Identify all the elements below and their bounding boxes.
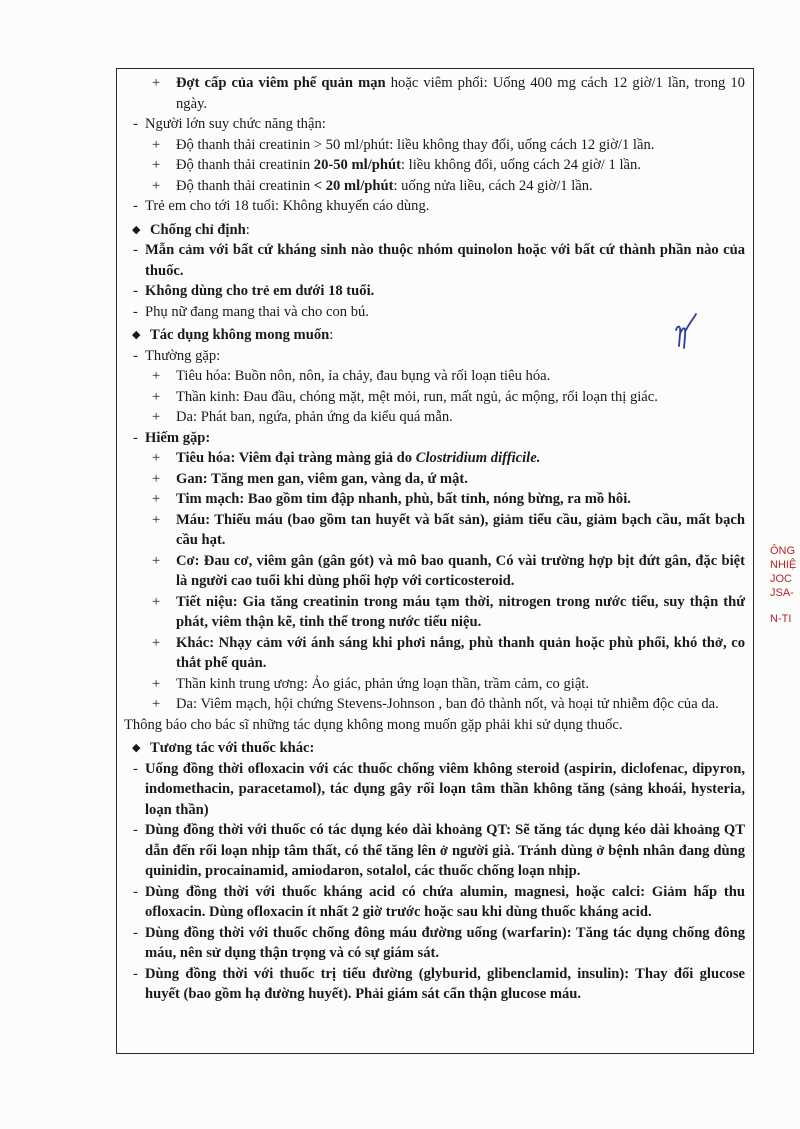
text-run: Độ thanh thải creatinin	[176, 177, 314, 194]
text-run: Tim mạch: Bao gồm tim đập nhanh, phù, bất tỉnh, nóng bừng, ra mồ hôi.	[176, 491, 631, 507]
list-marker: +	[152, 409, 161, 425]
text-run: hoặc viêm phổi: Uống 400 mg cách 12 giờ/1 lần, trong 10 ngày.	[176, 75, 745, 112]
text-run: Dùng đồng thời với thuốc trị tiểu đường (glyburid, glibenclamid, insulin): Thay đổi glucose huyết (bao gồm hạ đường huyết). Phải giám sát cẩn thận glucose máu.	[145, 965, 745, 1002]
red-stamp-fragment	[770, 520, 800, 840]
list-item	[124, 428, 745, 449]
list-item	[124, 964, 745, 1005]
stamp-text: NHIỆ	[770, 559, 797, 571]
text-run: Phụ nữ đang mang thai và cho con bú.	[145, 303, 369, 320]
list-marker: +	[152, 696, 161, 712]
note-line	[124, 715, 745, 736]
text-run: :	[245, 221, 250, 238]
text-run: Da: Viêm mạch, hội chứng Stevens-Johnson , ban đỏ thành nốt, và hoại tử nhiễm độc của da.	[176, 696, 719, 712]
list-item	[124, 407, 745, 428]
text-run: Trẻ em cho tới 18 tuổi: Không khuyến cáo dùng.	[145, 198, 430, 214]
list-item	[124, 923, 745, 964]
list-marker: -	[133, 822, 138, 838]
text-run: Dùng đồng thời với thuốc có tác dụng kéo dài khoảng QT: Sẽ tăng tác dụng kéo dài khoảng QT dẫn đến rối loạn nhịp tâm thất, có thể tăng lên ở người già. Tránh dùng ở bệnh nhân đang dùng quinidin, procainamid, amiodaron, sotalol, các thuốc chống loạn nhịp.	[145, 822, 745, 879]
text-run: Hiếm gặp:	[145, 429, 211, 446]
text-run: Da: Phát ban, ngứa, phản ứng da kiểu quá mẫn.	[176, 409, 453, 425]
list-marker: +	[152, 593, 161, 610]
document-page-box	[116, 68, 754, 1054]
text-run: Dùng đồng thời với thuốc chống đông máu đường uống (warfarin): Tăng tác dụng chống đông máu, nên sử dụng thận trọng và có sự giám sát.	[145, 924, 745, 961]
list-marker: +	[152, 75, 161, 91]
list-marker: +	[152, 450, 161, 466]
text-run: 20-50 ml/phút	[313, 157, 401, 173]
list-marker: -	[133, 283, 138, 299]
list-item	[124, 281, 745, 302]
list-item	[124, 694, 745, 715]
list-marker: +	[152, 157, 161, 173]
section-heading	[124, 325, 745, 346]
handwritten-initial-signature	[672, 312, 698, 352]
text-run: Tương tác với thuốc khác:	[150, 740, 315, 756]
list-item	[124, 366, 745, 387]
list-item	[124, 551, 745, 592]
list-marker: +	[152, 470, 161, 487]
list-marker: +	[152, 136, 161, 153]
stamp-text: ÔNG	[770, 545, 796, 557]
list-item	[124, 346, 745, 367]
list-item	[124, 469, 745, 490]
text-run: Người lớn suy chức năng thận:	[145, 116, 326, 132]
text-run: Không dùng cho trẻ em dưới 18 tuổi.	[145, 283, 375, 299]
diamond-bullet-icon: ◆	[132, 223, 141, 236]
list-item	[124, 592, 745, 633]
list-item	[124, 176, 745, 197]
diamond-bullet-icon: ◆	[132, 742, 141, 754]
list-item	[124, 135, 745, 156]
list-marker: +	[152, 552, 161, 569]
text-run: :	[329, 327, 334, 343]
list-marker: -	[133, 242, 138, 258]
text-run: Cơ: Đau cơ, viêm gân (gân gót) và mô bao quanh, Có vài trường hợp bịt đứt gân, đặc biệt là người cao tuổi khi dùng phối hợp với corticosteroid.	[176, 552, 745, 589]
text-run: Độ thanh thải creatinin > 50 ml/phút: liều không thay đổi, uống cách 12 giờ/1 lần.	[176, 136, 655, 153]
text-run: Thần kinh trung ương: Ảo giác, phản ứng loạn thần, trầm cảm, co giật.	[176, 675, 590, 692]
list-item	[124, 73, 745, 114]
stamp-text: N-TI	[770, 613, 792, 625]
list-item	[124, 759, 745, 821]
text-run: Tiết niệu: Gia tăng creatinin trong máu tạm thời, nitrogen trong nước tiểu, suy thận thứ phát, viêm thận kẽ, tinh thể trong nước tiểu niệu.	[176, 593, 745, 630]
text-run: Tiêu hóa: Buồn nôn, nôn, ỉa chảy, đau bụng và rối loạn tiêu hóa.	[176, 368, 551, 384]
list-marker: -	[133, 429, 138, 446]
list-item	[124, 448, 745, 469]
list-marker: -	[133, 924, 138, 941]
list-marker: +	[152, 634, 161, 651]
text-run: : uống nửa liều, cách 24 giờ/1 lần.	[393, 177, 593, 194]
text-run: : liều không đổi, uống cách 24 giờ/ 1 lần.	[400, 157, 641, 173]
list-marker: +	[152, 491, 161, 507]
text-run: Tác dụng không mong muốn	[150, 327, 330, 343]
stamp-text: JOC	[770, 573, 792, 585]
list-item	[124, 155, 745, 176]
text-run: Uống đồng thời ofloxacin với các thuốc chống viêm không steroid (aspirin, diclofenac, dipyron, indomethacin, paracetamol), tác dụng gây rối loạn tâm thần không tăng (sảng khoái, hysteria, loạn thần)	[145, 760, 745, 818]
text-run: Dùng đồng thời với thuốc kháng acid có chứa alumin, magnesi, hoặc calci: Giảm hấp thu ofloxacin. Dùng ofloxacin ít nhất 2 giờ trước hoặc sau khi dùng thuốc kháng acid.	[145, 883, 745, 920]
diamond-bullet-icon: ◆	[132, 329, 141, 341]
text-run: Độ thanh thải creatinin	[176, 157, 314, 173]
list-marker: -	[133, 116, 138, 132]
list-item	[124, 510, 745, 551]
list-marker: +	[152, 511, 161, 528]
text-run: Mẫn cảm với bất cứ kháng sinh nào thuộc nhóm quinolon hoặc với bất cứ thành phần nào của thuốc.	[145, 242, 745, 279]
list-item	[124, 302, 745, 323]
list-item	[124, 882, 745, 923]
section-heading	[124, 220, 745, 241]
text-run: Đợt cấp của viêm phế quản mạn	[176, 75, 386, 91]
list-marker: +	[152, 177, 161, 194]
text-run: Chống chỉ định	[150, 221, 246, 238]
list-marker: -	[133, 965, 138, 982]
list-marker: +	[152, 675, 161, 692]
stamp-text: JSA-	[770, 587, 794, 599]
text-run: Khác: Nhạy cảm với ánh sáng khi phơi nắng, phù thanh quản hoặc phù phổi, khó thở, co thắt phế quản.	[176, 634, 745, 671]
list-item	[124, 633, 745, 674]
list-item	[124, 489, 745, 510]
section-heading	[124, 738, 745, 759]
list-marker: -	[133, 760, 138, 777]
text-run: Máu: Thiếu máu (bao gồm tan huyết và bất sản), giảm tiểu cầu, giảm bạch cầu, mất bạch cầu hạt.	[176, 511, 745, 548]
list-item	[124, 114, 745, 135]
list-marker: -	[133, 347, 138, 364]
list-item	[124, 196, 745, 217]
text-run: Tiêu hóa: Viêm đại tràng màng giả do	[176, 450, 416, 466]
list-marker: +	[152, 368, 161, 384]
text-run: Thường gặp:	[145, 347, 221, 364]
list-marker: -	[133, 303, 138, 320]
text-run: Thông báo cho bác sĩ những tác dụng không mong muốn gặp phải khi sử dụng thuốc.	[124, 716, 623, 733]
list-item	[124, 820, 745, 882]
list-item	[124, 240, 745, 281]
text-run: Gan: Tăng men gan, viêm gan, vàng da, ứ mật.	[176, 470, 468, 487]
list-item	[124, 387, 745, 408]
list-marker: -	[133, 883, 138, 900]
list-marker: +	[152, 388, 161, 405]
text-run: < 20 ml/phút	[313, 177, 394, 194]
text-run: Thần kinh: Đau đầu, chóng mặt, mệt mỏi, run, mất ngủ, ác mộng, rối loạn thị giác.	[176, 388, 658, 405]
text-run: Clostridium difficile.	[415, 450, 541, 466]
list-marker: -	[133, 198, 138, 214]
list-item	[124, 674, 745, 695]
